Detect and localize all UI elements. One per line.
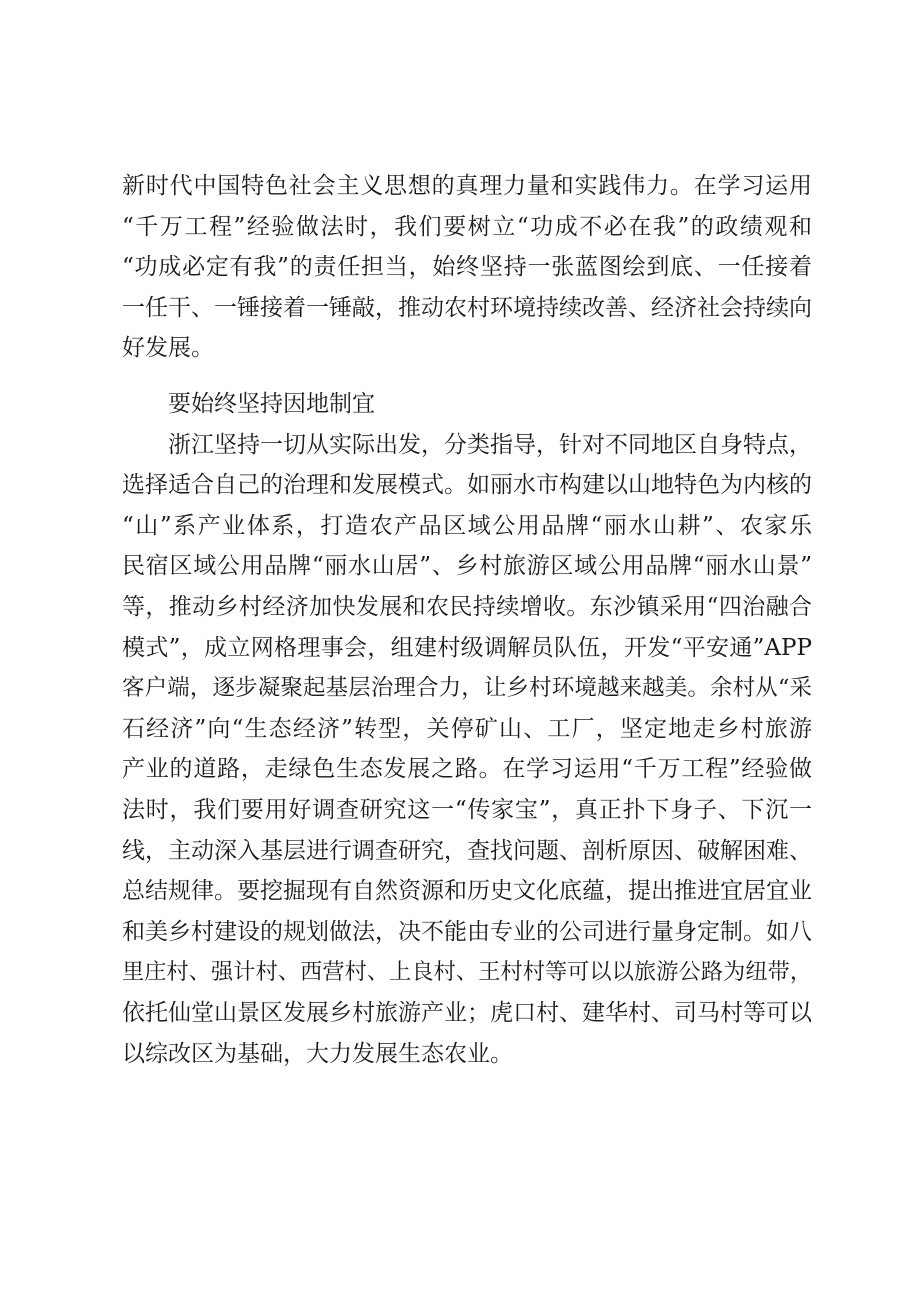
paragraph-line: 依托仙堂山景区发展乡村旅游产业；虎口村、建华村、司马村等可以 <box>122 999 812 1026</box>
paragraph-line: 民宿区域公用品牌“丽水山居”、乡村旅游区域公用品牌“丽水山景” <box>122 553 812 580</box>
paragraph-line: “功成必定有我”的责任担当，始终坚持一张蓝图绘到底、一任接着 <box>122 254 812 281</box>
paragraph-line: 新时代中国特色社会主义思想的真理力量和实践伟力。在学习运用 <box>122 173 812 199</box>
paragraph-line: 线，主动深入基层进行调查研究，查找问题、剖析原因、破解困难、 <box>122 837 812 864</box>
paragraph-line: 选择适合自己的治理和发展模式。如丽水市构建以山地特色为内核的 <box>122 472 812 499</box>
section-block <box>122 384 812 1074</box>
paragraph-line: 总结规律。要挖掘现有自然资源和历史文化底蕴，提出推进宜居宜业 <box>122 878 812 905</box>
paragraph-line: 里庄村、强计村、西营村、上良村、王村村等可以以旅游公路为纽带， <box>122 959 812 986</box>
paragraph-line: 浙江坚持一切从实际出发，分类指导，针对不同地区自身特点， <box>168 431 812 458</box>
paragraph-continued <box>122 166 812 369</box>
paragraph-line: 产业的道路，走绿色生态发展之路。在学习运用“千万工程”经验做 <box>122 756 812 783</box>
paragraph-line: 等，推动乡村经济加快发展和农民持续增收。东沙镇采用“四治融合 <box>122 593 812 620</box>
paragraph-line: 客户端，逐步凝聚起基层治理合力，让乡村环境越来越美。余村从“采 <box>122 675 812 702</box>
paragraph-line: 以综改区为基础，大力发展生态农业。 <box>122 1040 513 1067</box>
paragraph-line: 模式”，成立网格理事会，组建村级调解员队伍，开发“平安通”APP <box>122 634 812 661</box>
paragraph-line: 法时，我们要用好调查研究这一“传家宝”，真正扑下身子、下沉一 <box>122 796 812 823</box>
section-heading: 要始终坚持因地制宜 <box>168 391 375 417</box>
paragraph-line: 石经济”向“生态经济”转型，关停矿山、工厂，坚定地走乡村旅游 <box>122 715 812 742</box>
paragraph-line: “山”系产业体系，打造农产品区域公用品牌“丽水山耕”、农家乐 <box>122 512 812 539</box>
paragraph-line: 一任干、一锤接着一锤敲，推动农村环境持续改善、经济社会持续向 <box>122 294 812 321</box>
paragraph-line: 好发展。 <box>122 335 214 362</box>
paragraph-line: 和美乡村建设的规划做法，决不能由专业的公司进行量身定制。如八 <box>122 918 812 945</box>
paragraph-line: “千万工程”经验做法时，我们要树立“功成不必在我”的政绩观和 <box>122 213 812 240</box>
